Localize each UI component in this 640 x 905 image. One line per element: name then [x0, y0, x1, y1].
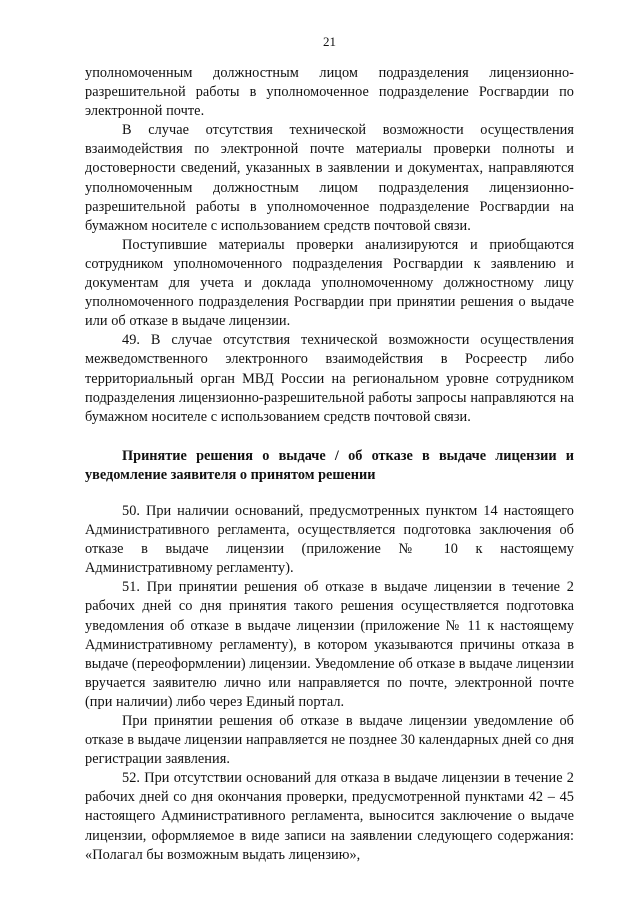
- paragraph-50: 50. При наличии оснований, предусмотренных пунктом 14 настоящего Административного регламента, осуществляется подготовка заключения об отказе в выдаче лицензии (приложение № 10 к настоящему Административному регламенту).: [85, 502, 574, 577]
- page-number: 21: [323, 34, 336, 49]
- paragraph-email-unavailable: В случае отсутствия технической возможности осуществления взаимодействия по электронной почте материалы проверки полноты и достоверности сведений, указанных в заявлении и документах, направляются уполномоченным должностным лицом подразделения лицензионно-разрешительной работы в уполномоченное подразделение Росгвардии на бумажном носителе с использованием средств почтовой связи.: [85, 122, 574, 234]
- paragraph-52: 52. При отсутствии оснований для отказа в выдаче лицензии в течение 2 рабочих дней со дня окончания проверки, предусмотренной пунктами 42 – 45 настоящего Административного регламента, выносится заключение о выдаче лицензии, оформляемое в виде записи на заявлении следующего содержания: «Полагал бы возможным выдать лицензию»,: [85, 770, 574, 863]
- paragraph-refusal-deadline: При принятии решения об отказе в выдаче лицензии уведомление об отказе в выдаче лицензии направляется не позднее 30 календарных дней со дня регистрации заявления.: [85, 713, 574, 768]
- document-body: [85, 64, 574, 865]
- paragraph-materials-review: Поступившие материалы проверки анализируются и приобщаются сотрудником уполномоченного подразделения Росгвардии к заявлению и документам для учета и доклада уполномоченному должностному лицу уполномоченного подразделения Росгвардии при принятии решения о выдаче или об отказе в выдаче лицензии.: [85, 236, 574, 330]
- paragraph-49: 49. В случае отсутствия технической возможности осуществления межведомственного электронного взаимодействия в Росреестр либо территориальный орган МВД России на региональном уровне сотрудником подразделения лицензионно-разрешительной работы запросы направляются на бумажном носителе с использованием средств почтовой связи.: [85, 332, 574, 425]
- section-heading: Принятие решения о выдаче / об отказе в выдаче лицензии и уведомление заявителя о принятом решении: [85, 447, 574, 483]
- paragraph-51: 51. При принятии решения об отказе в выдаче лицензии в течение 2 рабочих дней со дня принятия такого решения осуществляется подготовка уведомления об отказе в выдаче лицензии (приложение № 11 к настоящему Административному регламенту), в котором указываются причины отказа в выдаче (переоформлении) лицензии. Уведомление об отказе в выдаче лицензии вручается заявителю лично или направляется по почте, электронной почте (при наличии) либо через Единый портал.: [85, 579, 574, 710]
- paragraph-continuation: уполномоченным должностным лицом подразделения лицензионно-разрешительной работы в уполномоченное подразделение Росгвардии по электронной почте.: [85, 65, 574, 120]
